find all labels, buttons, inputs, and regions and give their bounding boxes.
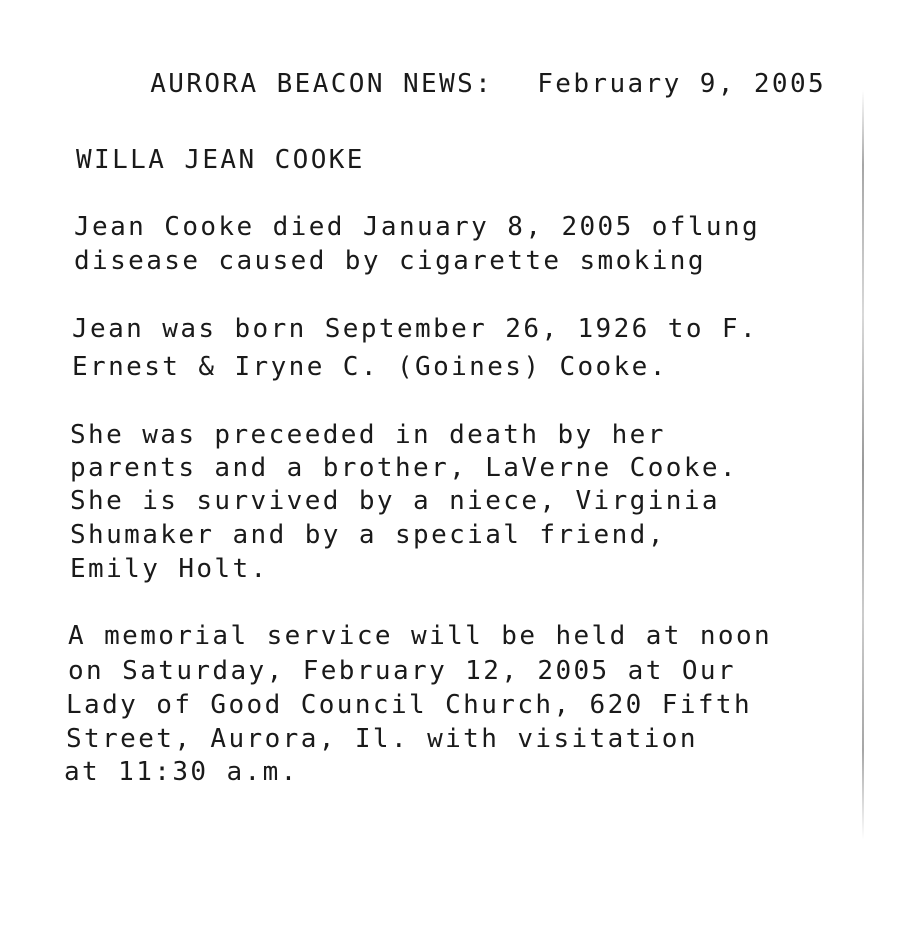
paragraph-4-line-1: A memorial service will be held at noon	[68, 621, 773, 651]
paragraph-3-line-1: She was preceeded in death by her	[70, 420, 666, 450]
paragraph-2-line-2: Ernest & Iryne C. (Goines) Cooke.	[72, 352, 668, 382]
paragraph-4-line-2: on Saturday, February 12, 2005 at Our	[68, 656, 736, 686]
paragraph-1-line-2: disease caused by cigarette smoking	[74, 246, 706, 276]
paragraph-3-line-5: Emily Holt.	[70, 554, 269, 584]
scan-edge-line	[862, 90, 864, 840]
publication-name: AURORA BEACON NEWS:	[150, 69, 494, 99]
paragraph-3-line-4: Shumaker and by a special friend,	[70, 520, 666, 550]
paragraph-4-line-4: Street, Aurora, Il. with visitation	[66, 724, 698, 754]
paragraph-3-line-3: She is survived by a niece, Virginia	[70, 486, 720, 516]
paragraph-4-line-5: at 11:30 a.m.	[64, 757, 299, 787]
publication-date: February 9, 2005	[537, 69, 827, 99]
obituary-name: WILLA JEAN COOKE	[76, 145, 365, 175]
paragraph-4-line-3: Lady of Good Council Church, 620 Fifth	[66, 690, 753, 720]
paragraph-1-line-1: Jean Cooke died January 8, 2005 oflung	[74, 212, 761, 242]
paragraph-3-line-2: parents and a brother, LaVerne Cooke.	[70, 453, 738, 483]
header	[78, 45, 826, 123]
paragraph-2-line-1: Jean was born September 26, 1926 to F.	[72, 314, 759, 344]
